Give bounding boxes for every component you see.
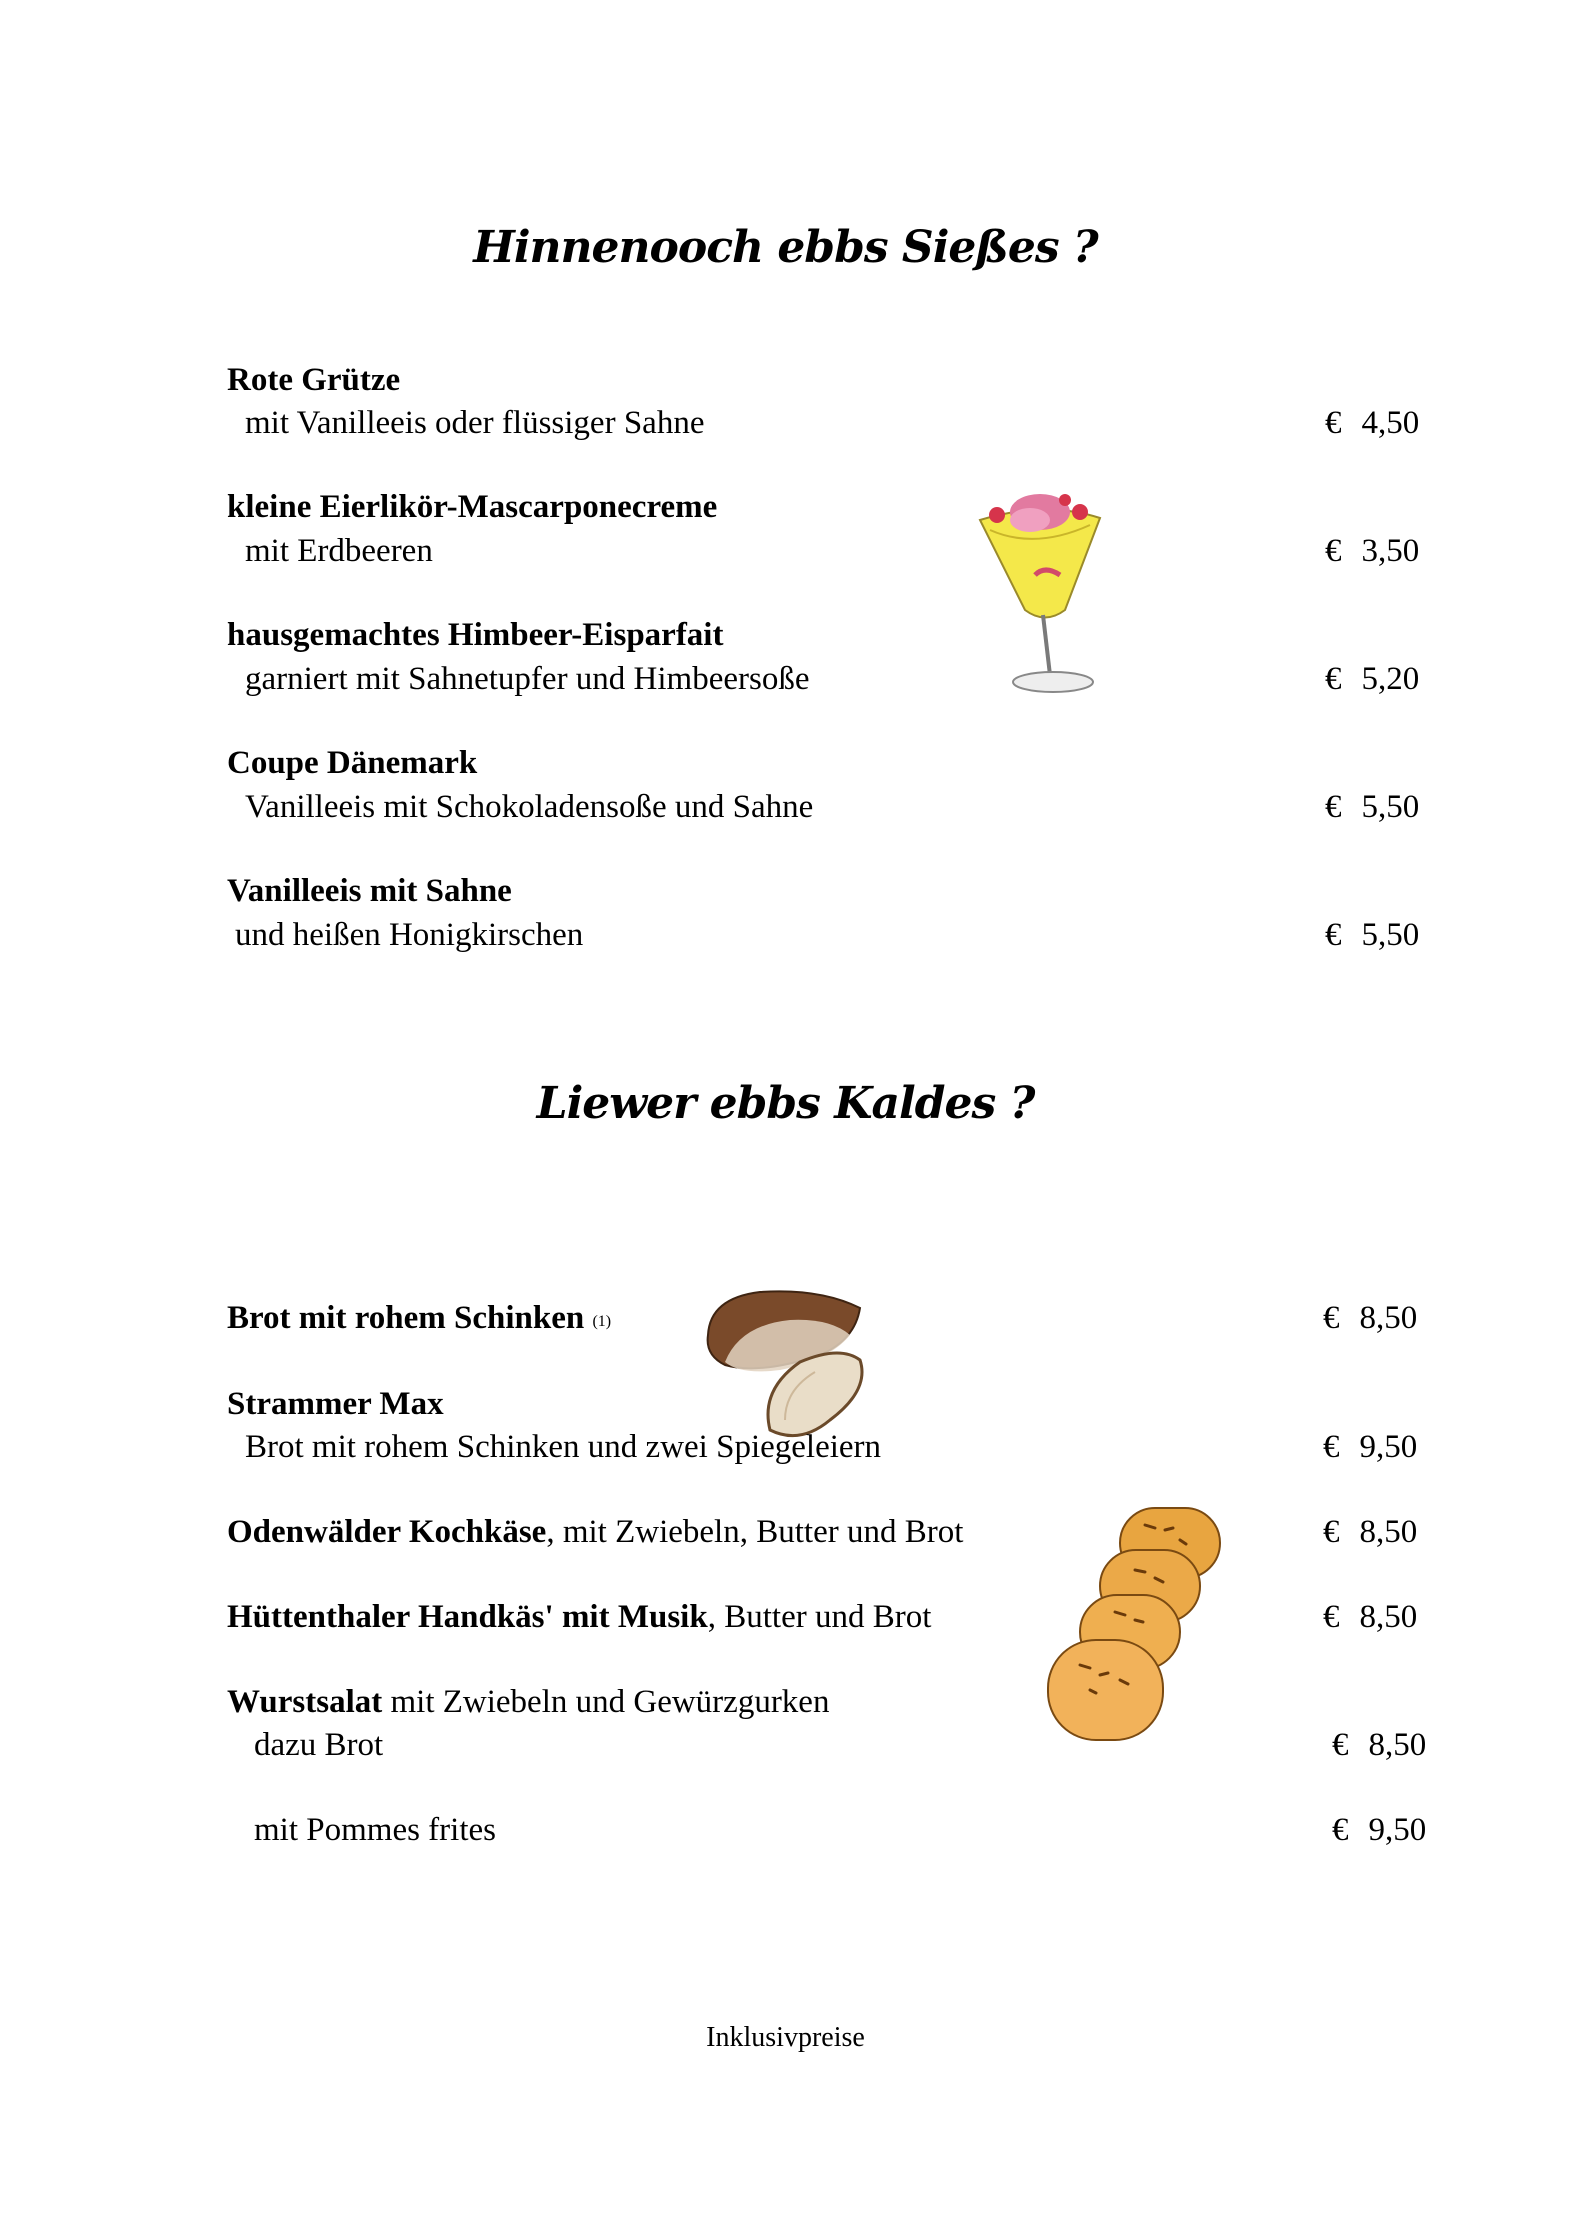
menu-item-name: Wurstsalat mit Zwiebeln und Gewürzgurken <box>227 1684 830 1720</box>
euro-sign: € <box>1325 661 1342 697</box>
menu-item-price: € 5,50 <box>1325 917 1420 953</box>
euro-sign: € <box>1325 789 1342 825</box>
menu-item-price: € 9,50 <box>1332 1812 1427 1848</box>
euro-sign: € <box>1323 1514 1340 1550</box>
menu-item-desc: und heißen Honigkirschen <box>235 917 584 953</box>
menu-item-name: Vanilleeis mit Sahne <box>227 873 512 909</box>
menu-item-name: Rote Grütze <box>227 362 401 398</box>
additive-note: (1) <box>592 1313 612 1330</box>
euro-sign: € <box>1323 1300 1340 1336</box>
euro-sign: € <box>1325 917 1342 953</box>
ice-cream-sundae-illustration <box>975 490 1120 705</box>
menu-item-desc: Vanilleeis mit Schokoladensoße und Sahne <box>245 789 814 825</box>
section-heading-desserts: Hinnenooch ebbs Sießes ? <box>473 222 1098 273</box>
euro-sign: € <box>1332 1812 1349 1848</box>
menu-item-name: kleine Eierlikör-Mascarponecreme <box>227 489 718 525</box>
menu-item-desc: garniert mit Sahnetupfer und Himbeersoße <box>245 661 810 697</box>
menu-item-desc: mit Pommes frites <box>254 1812 496 1848</box>
menu-item-desc: mit Erdbeeren <box>245 533 433 569</box>
menu-item-price: € 8,50 <box>1323 1599 1418 1635</box>
menu-item-price: € 8,50 <box>1323 1300 1418 1336</box>
menu-item-price: € 9,50 <box>1323 1429 1418 1465</box>
euro-sign: € <box>1332 1727 1349 1763</box>
euro-sign: € <box>1325 405 1342 441</box>
menu-item-price: € 3,50 <box>1325 533 1420 569</box>
menu-item-name: hausgemachtes Himbeer-Eisparfait <box>227 617 724 653</box>
menu-item-name: Hüttenthaler Handkäs' mit Musik, Butter und Brot <box>227 1599 932 1635</box>
menu-item-price: € 8,50 <box>1323 1514 1418 1550</box>
menu-item-desc: dazu Brot <box>254 1727 384 1763</box>
menu-item-desc: Brot mit rohem Schinken und zwei Spiegeleiern <box>245 1429 882 1465</box>
euro-sign: € <box>1323 1599 1340 1635</box>
menu-item-price: € 8,50 <box>1332 1727 1427 1763</box>
euro-sign: € <box>1325 533 1342 569</box>
menu-item-name: Coupe Dänemark <box>227 745 478 781</box>
menu-item-name: Strammer Max <box>227 1386 444 1422</box>
menu-item-name: Odenwälder Kochkäse, mit Zwiebeln, Butter und Brot <box>227 1514 964 1550</box>
footer-note: Inklusivpreise <box>706 2022 865 2053</box>
menu-item-price: € 5,50 <box>1325 789 1420 825</box>
menu-item-name: Brot mit rohem Schinken (1) <box>227 1300 612 1336</box>
bread-rolls-illustration <box>1040 1500 1230 1750</box>
section-heading-cold-dishes: Liewer ebbs Kaldes ? <box>536 1078 1035 1129</box>
euro-sign: € <box>1323 1429 1340 1465</box>
menu-item-desc: mit Vanilleeis oder flüssiger Sahne <box>245 405 705 441</box>
menu-item-price: € 4,50 <box>1325 405 1420 441</box>
menu-item-price: € 5,20 <box>1325 661 1420 697</box>
bread-loaf-illustration <box>700 1280 885 1445</box>
